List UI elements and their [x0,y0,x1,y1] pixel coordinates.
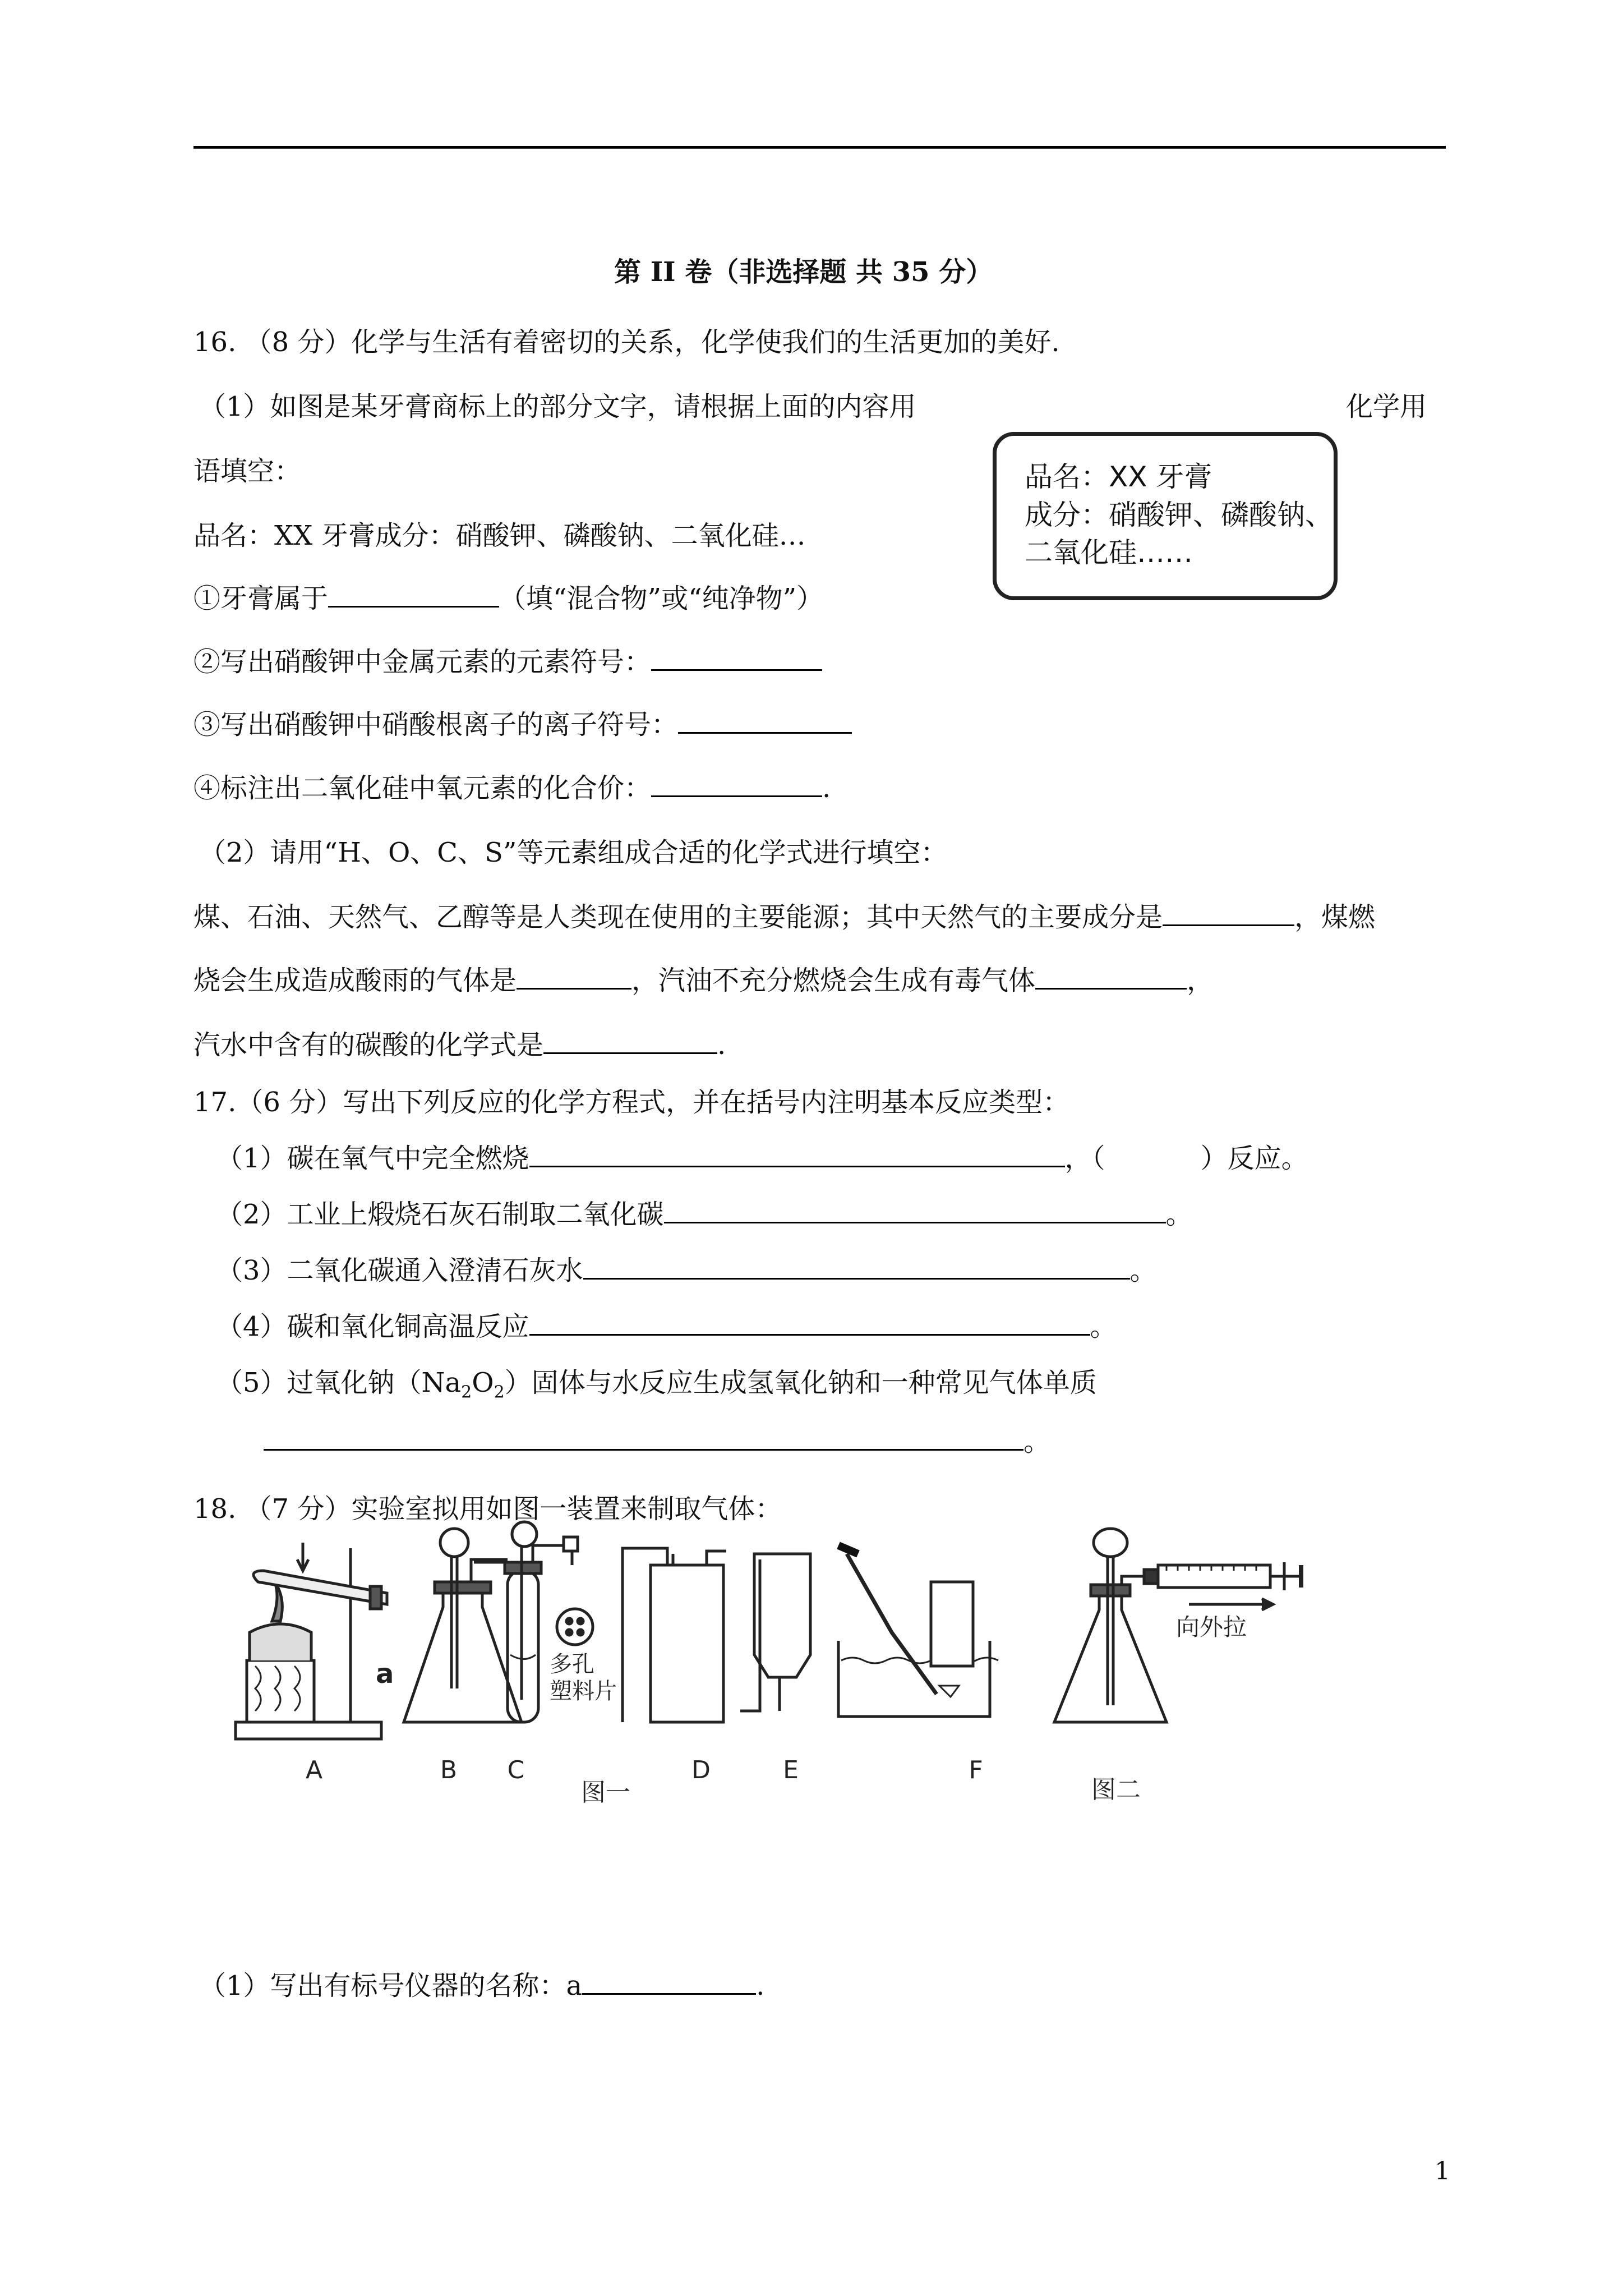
q17-sub3 [216,1254,1157,1287]
answer-blank[interactable] [517,965,631,990]
answer-blank[interactable] [328,583,499,608]
q16-product-info: 品名：XX 牙膏成分：硝酸钾、磷酸钠、二氧化硅… [193,520,806,551]
fig-label-e: E [783,1756,799,1784]
answer-blank[interactable] [678,710,852,734]
period: . [822,772,831,804]
q18-stem: 18. （7 分）实验室拟用如图一装置来制取气体： [193,1493,782,1525]
fig-label-c: C [507,1756,525,1784]
q16-part1-text-end: 化学用 [1346,391,1427,422]
subscript: 2 [494,1382,505,1402]
answer-blank[interactable] [1163,902,1294,926]
answer-blank[interactable] [583,1255,1130,1280]
fig-label-d: D [691,1756,711,1784]
q16-part1-text-cont: 语填空： [193,455,302,487]
line-text: 烧会生成造成酸雨的气体是 [193,965,517,996]
q18-sub1 [199,1969,764,2003]
fig1-caption: 图一 [581,1778,630,1807]
q17-sub1 [216,1142,1308,1175]
label-line: 品名：XX 牙膏 [1025,461,1212,493]
line-text: 煤、石油、天然气、乙醇等是人类现在使用的主要能源；其中天然气的主要成分是 [193,901,1163,933]
answer-blank[interactable] [529,1312,1090,1336]
item-text: ③写出硝酸钾中硝酸根离子的离子符号： [193,709,679,740]
sub-text: O [472,1367,494,1398]
item-text: （填“混合物”或“纯净物”） [499,583,824,614]
lab-apparatus-figure [224,1520,1352,1834]
line-text: . [717,1029,726,1061]
fig-label-a: A [305,1756,323,1784]
end-mark: 。 [1090,1311,1117,1342]
sub-text: ）固体与水反应生成氢氧化钠和一种常见气体单质 [504,1367,1097,1398]
fig2-caption: 图二 [1091,1775,1141,1804]
q16-line3 [193,1028,726,1062]
section-title: 第 II 卷（非选择题 共 35 分） [614,256,993,288]
q16-stem: 16. （8 分）化学与生活有着密切的关系，化学使我们的生活更加的美好. [193,326,1060,358]
item-text: ①牙膏属于 [193,583,329,614]
q17-sub2 [216,1198,1193,1231]
sub-text: （4）碳和氧化铜高温反应 [216,1311,529,1342]
sub-text: ）反应。 [1200,1143,1308,1174]
q16-line2 [193,964,1214,997]
q16-part2: （2）请用“H、O、C、S”等元素组成合适的化学式进行填空： [199,837,948,868]
apparatus-f [838,1545,998,1717]
porous-label-1: 多孔 [550,1651,594,1677]
sub-text: （5）过氧化钠（Na [216,1367,462,1398]
sub-text: （3）二氧化碳通入澄清石灰水 [216,1255,583,1286]
q17-sub5-answer [264,1425,1050,1458]
end-mark: 。 [1023,1426,1051,1457]
q17-sub4 [216,1310,1117,1343]
q16-item4 [193,771,831,805]
answer-blank[interactable] [651,647,822,671]
line-text: 汽水中含有的碳酸的化学式是 [193,1029,544,1061]
pull-out-label: 向外拉 [1175,1613,1247,1641]
line-text: ，煤燃 [1294,901,1376,933]
sub-text: . [756,1970,765,2001]
line-text: ，汽油不充分燃烧会生成有毒气体 [631,965,1036,996]
fig-label-b: B [440,1756,458,1784]
apparatus-b [404,1529,522,1722]
answer-blank[interactable] [543,1030,717,1054]
answer-blank[interactable] [1035,965,1187,990]
q16-item1 [193,582,823,615]
q16-part1-text: （1）如图是某牙膏商标上的部分文字，请根据上面的内容用 [199,391,916,422]
answer-blank[interactable] [264,1427,1023,1451]
header-rule [193,146,1446,149]
answer-blank[interactable] [664,1199,1166,1223]
porous-label-2: 塑料片 [550,1678,617,1704]
toothpaste-label-box [993,432,1338,600]
sub-text: （1）写出有标号仪器的名称：a [199,1970,583,2001]
label-line: 二氧化硅…… [1025,536,1193,569]
answer-blank[interactable] [582,1971,756,1995]
q16-item3 [193,708,852,742]
answer-blank[interactable] [651,773,822,797]
q17-stem: 17.（6 分）写出下列反应的化学方程式，并在括号内注明基本反应类型： [193,1087,1070,1118]
apparatus-a [236,1543,387,1739]
q16-line1 [193,900,1375,934]
q17-sub5 [216,1366,1097,1403]
fig-label-a-instrument: a [376,1658,394,1690]
sub-text: ，（ [1064,1143,1105,1174]
apparatus-e [740,1554,810,1711]
item-text: ④标注出二氧化硅中氧元素的化合价： [193,772,652,804]
end-mark: 。 [1165,1199,1193,1230]
apparatus-d [623,1548,726,1722]
page-number: 1 [1435,2157,1450,2185]
q16-item2 [193,645,822,679]
subscript: 2 [461,1382,472,1402]
line-text: ， [1187,965,1214,996]
answer-blank[interactable] [529,1143,1065,1167]
label-line: 成分：硝酸钾、磷酸钠、 [1025,498,1333,531]
sub-text: （1）碳在氧气中完全燃烧 [216,1143,529,1174]
item-text: ②写出硝酸钾中金属元素的元素符号： [193,646,652,678]
sub-text: （2）工业上煅烧石灰石制取二氧化碳 [216,1199,664,1230]
end-mark: 。 [1129,1255,1157,1286]
fig-label-f: F [969,1756,983,1784]
